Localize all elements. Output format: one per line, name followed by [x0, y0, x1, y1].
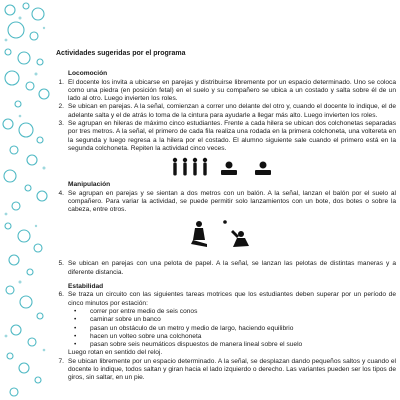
item-number: 2. [58, 103, 64, 111]
item-text: Se ubican libremente por un espacio determinado. A la señal, se desplazan dando pequeños saltos y cuando el docente lo indique, todos saltan y giran hacia el lado izquierdo o derecho. Las variantes pueden ser los tipos de giros, sin saltar, en un pie. [68, 357, 396, 382]
activity-item-6 [52, 291, 396, 308]
list-item: • correr por entre medio de seis conos [74, 308, 396, 316]
item-number: 7. [58, 357, 64, 365]
item-text: Se agrupan en hileras de máximo cinco estudiantes. Frente a cada hilera se ubican dos colchonetas separadas por tres metros. A la señal, el primero de cada fila realiza una rodada en la primera colchoneta, una voltereta en la segunda y luego regresa a la hilera por el costado. El alumno siguiente sale cuando el primero está en la segunda colchoneta. Repiten la actividad cinco veces. [68, 120, 396, 152]
activity-item-4 [52, 190, 396, 215]
page-title: Actividades sugeridas por el programa [56, 50, 186, 57]
rotation-note: Luego rotan en sentido del reloj. [68, 349, 163, 357]
activity-item-3 [52, 120, 396, 153]
activity-item-5 [52, 260, 396, 277]
section-heading-locomocion: Locomoción [68, 70, 108, 78]
rolling-students-figures-icon [169, 157, 279, 177]
item-number: 6. [58, 291, 64, 299]
activity-item-1 [52, 79, 396, 104]
item-number: 3. [58, 120, 64, 128]
figure-ball-tossing [52, 218, 396, 250]
section-heading-manipulacion: Manipulación [68, 181, 111, 189]
ball-tossing-figures-icon [189, 218, 259, 250]
circuit-task-list [74, 308, 396, 349]
item-text: Se agrupan en parejas y se sientan a dos metros con un balón. A la señal, lanzan el balón por el suelo al compañero. Para variar la actividad, se puede permitir solo lanzamientos con un bote, dos botes o sobre la cabeza, entre otros. [68, 189, 396, 214]
item-text: El docente los invita a ubicarse en parejas y distribuirse libremente por un espacio determinado. Uno se coloca como una piedra (en posición fetal) en el suelo y su compañero se ubica a un costado y salta sobre él de un lado al otro. Luego invierten los roles. [68, 78, 396, 103]
list-item: • pasan un obstáculo de un metro y medio de largo, haciendo equilibrio [74, 325, 396, 333]
document-page [52, 50, 396, 383]
item-text: Se ubican en parejas. A la señal, comienzan a correr uno delante del otro y, cuando el docente lo indique, el de adelante salta y el de atrás lo toma de la cintura para ayudarle a llegar más alto. Luego invierten los roles. [68, 103, 396, 119]
item-text: Se traza un circuito con las siguientes tareas motrices que los estudiantes deben superar por un período de cinco minutos por estación: [68, 291, 396, 307]
section-heading-estabilidad: Estabilidad [68, 283, 104, 291]
item-number: 4. [58, 189, 64, 197]
activity-item-7 [52, 358, 396, 383]
item-number: 1. [58, 78, 64, 86]
list-item: • pasan sobre seis neumáticos dispuestos de manera lineal sobre el suelo [74, 341, 396, 349]
list-item: • hacen un volteo sobre una colchoneta [74, 333, 396, 341]
item-number: 5. [58, 260, 64, 268]
item-text: Se ubican en parejas con una pelota de papel. A la señal, se lanzan las pelotas de distintas maneras y a diferente distancia. [68, 260, 396, 276]
activity-item-2 [52, 103, 396, 120]
figure-rolling-students [52, 157, 396, 177]
dots-decoration-icon [0, 0, 52, 400]
list-item: • caminar sobre un banco [74, 316, 396, 324]
